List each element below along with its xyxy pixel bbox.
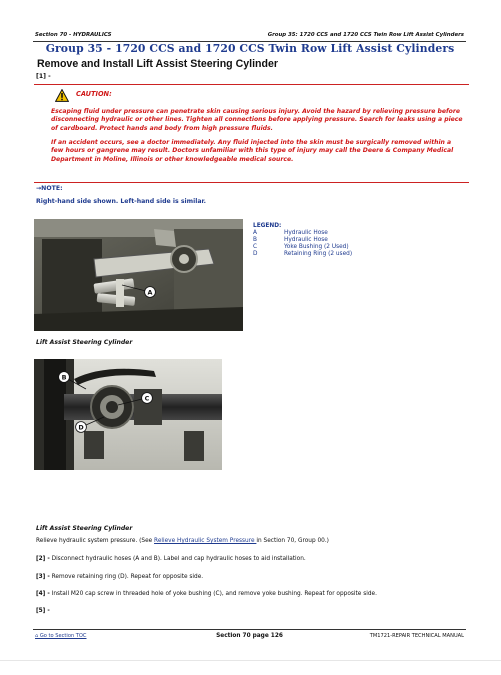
legend-value: Hydraulic Hose <box>284 230 328 236</box>
step-4 <box>36 591 377 597</box>
header-group: Group 35: 1720 CCS and 1720 CCS Twin Row Lift Assist Cylinders <box>267 32 464 38</box>
step-3 <box>36 574 203 580</box>
legend-key: B <box>253 237 257 243</box>
photo-2-image <box>34 359 222 470</box>
steering-cylinder-photo-2 <box>34 359 222 470</box>
step-4-label: [4] - <box>36 591 50 597</box>
step-2-text: Disconnect hydraulic hoses (A and B). Label and cap hydraulic hoses to aid installation. <box>49 556 306 562</box>
page-footer <box>33 629 466 642</box>
step-2-label: [2] - <box>36 556 50 562</box>
relieve-pressure-link[interactable]: Relieve Hydraulic System Pressure <box>154 538 257 544</box>
legend-key: D <box>253 251 258 257</box>
caution-box <box>34 84 469 183</box>
caution-paragraph-1: Escaping fluid under pressure can penetrate skin causing serious injury. Avoid the hazard by relieving pressure before disconnecting hydraulic or other lines. Tighten all connections before applying pressure. Search for leaks using a piece of cardboard. Protect hands and body from high pressure fluids. <box>51 108 463 132</box>
relieve-suffix: in Section 70, Group 00.) <box>256 538 329 544</box>
note-text: Right-hand side shown. Left-hand side is similar. <box>36 198 207 205</box>
legend-value: Yoke Bushing (2 Used) <box>284 244 349 250</box>
header-section: Section 70 - HYDRAULICS <box>35 32 112 38</box>
legend-row <box>253 251 352 258</box>
photo-2-caption: Lift Assist Steering Cylinder <box>36 525 133 532</box>
step-5 <box>36 608 50 614</box>
step-1-label: [1] - <box>36 73 51 80</box>
step-3-label: [3] - <box>36 574 50 580</box>
footer-manual-id: TM1721-REPAIR TECHNICAL MANUAL <box>369 633 464 639</box>
steering-cylinder-photo-1 <box>34 219 243 331</box>
photo-2-callout-d: D <box>78 423 84 432</box>
step-3-text: Remove retaining ring (D). Repeat for opposite side. <box>49 574 204 580</box>
photo-1-caption: Lift Assist Steering Cylinder <box>36 339 133 346</box>
relieve-prefix: Relieve hydraulic system pressure. (See <box>36 538 155 544</box>
photo-1-callout-a: A <box>147 288 153 297</box>
photo-1-image <box>34 219 243 331</box>
go-to-section-toc-link[interactable]: ⌂ Go to Section TOC <box>35 633 87 639</box>
legend <box>253 223 352 258</box>
group-title: Group 35 - 1720 CCS and 1720 CCS Twin Row Lift Assist Cylinders <box>45 42 455 55</box>
legend-value: Hydraulic Hose <box>284 237 328 243</box>
legend-row <box>253 237 352 244</box>
warning-triangle-icon <box>55 89 69 102</box>
note-heading: →NOTE: <box>36 185 63 192</box>
legend-key: C <box>253 244 258 250</box>
caution-heading: CAUTION: <box>76 90 112 98</box>
photo-2-callout-b: B <box>61 373 67 382</box>
viewer-divider <box>0 660 501 661</box>
photo-2-callout-c: C <box>144 394 150 403</box>
legend-row <box>253 230 352 237</box>
step-2 <box>36 556 306 562</box>
step-5-label: [5] - <box>36 608 50 614</box>
procedure-title: Remove and Install Lift Assist Steering Cylinder <box>37 58 278 70</box>
footer-page-number: Section 70 page 126 <box>216 633 283 639</box>
caution-paragraph-2: If an accident occurs, see a doctor immediately. Any fluid injected into the skin must be surgically removed within a few hours or gangrene may result. Doctors unfamiliar with this type of injury may call the Deere & Company Medical Department in Moline, Illinois or other knowledgeable medical source. <box>51 139 454 163</box>
legend-heading: LEGEND: <box>253 223 282 229</box>
legend-row <box>253 244 352 251</box>
running-header <box>33 30 466 42</box>
step-4-text: Install M20 cap screw in threaded hole of yoke bushing (C), and remove yoke bushing. Repeat for opposite side. <box>49 591 377 597</box>
relieve-pressure-text <box>36 538 329 544</box>
legend-key: A <box>253 230 257 236</box>
legend-value: Retaining Ring (2 used) <box>284 251 353 257</box>
